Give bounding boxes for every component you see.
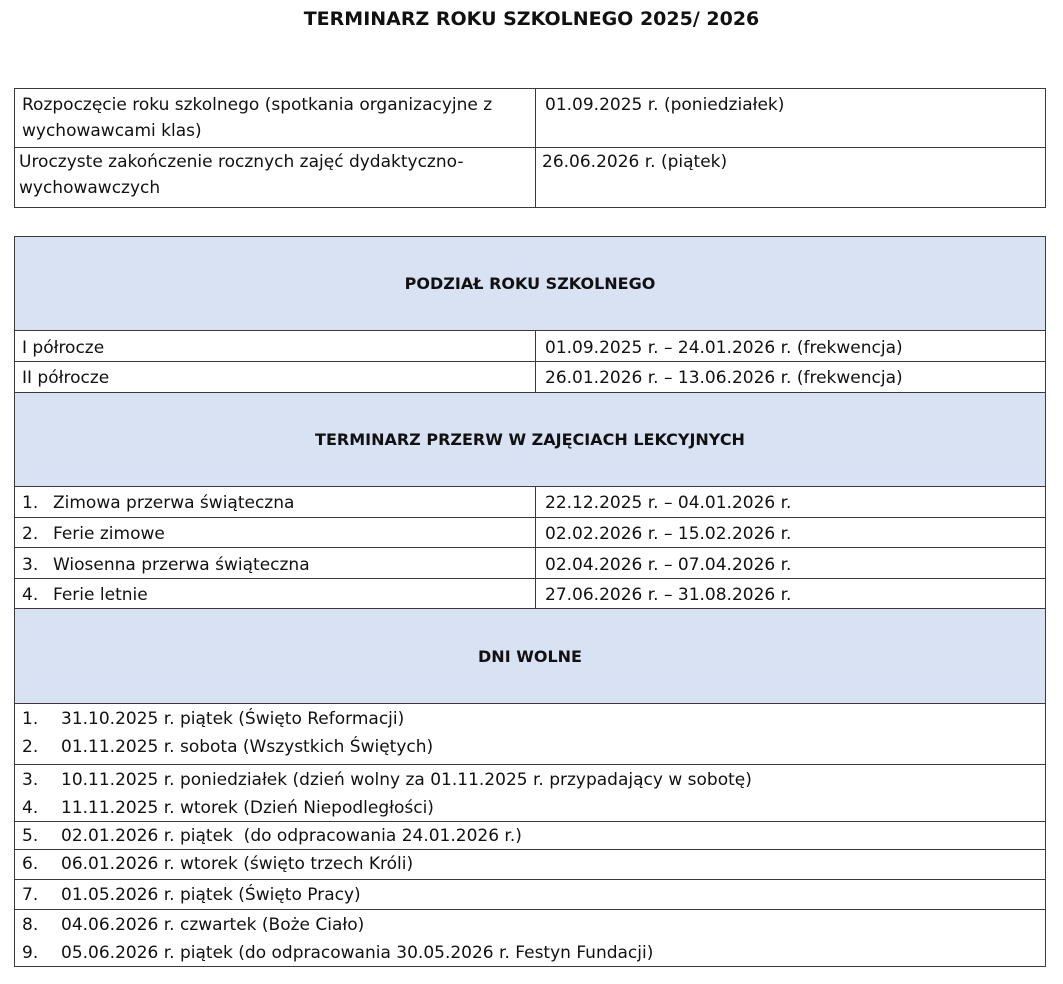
- day-off-item: 4. 11.11.2025 r. wtorek (Dzień Niepodległości): [22, 798, 434, 818]
- semester-2-date: 26.01.2026 r. – 13.06.2026 r. (frekwencja): [545, 368, 903, 388]
- row-divider: [14, 330, 1046, 331]
- row-divider: [14, 879, 1046, 880]
- day-off-item: 6. 06.01.2026 r. wtorek (święto trzech Króli): [22, 854, 414, 874]
- row-divider: [14, 703, 1046, 704]
- day-off-item: 8. 04.06.2026 r. czwartek (Boże Ciało): [22, 915, 365, 935]
- start-of-year-date: 01.09.2025 r. (poniedziałek): [545, 95, 785, 115]
- day-off-item: 5. 02.01.2026 r. piątek (do odpracowania 24.01.2026 r.): [22, 826, 522, 846]
- semester-2-label: II półrocze: [22, 368, 110, 388]
- row-divider: [14, 909, 1046, 910]
- day-off-item: 9. 05.06.2026 r. piątek (do odpracowania 30.05.2026 r. Festyn Fundacji): [22, 943, 654, 963]
- row-divider: [14, 147, 1046, 148]
- break-row-4: 4. Ferie letnie: [22, 585, 148, 605]
- break-row-2-date: 02.02.2026 r. – 15.02.2026 r.: [545, 524, 792, 544]
- day-off-item: 2. 01.11.2025 r. sobota (Wszystkich Świętych): [22, 737, 434, 757]
- section-heading-przerwy: TERMINARZ PRZERW W ZAJĘCIACH LEKCYJNYCH: [15, 393, 1045, 486]
- end-of-classes-label: Uroczyste zakończenie rocznych zajęć dydaktyczno- wychowawczych: [19, 152, 464, 198]
- break-row-1: 1. Zimowa przerwa świąteczna: [22, 493, 295, 513]
- start-of-year-label: Rozpoczęcie roku szkolnego (spotkania organizacyjne z wychowawcami klas): [22, 95, 493, 141]
- semester-1-date: 01.09.2025 r. – 24.01.2026 r. (frekwencja): [545, 338, 903, 358]
- day-off-item: 3. 10.11.2025 r. poniedziałek (dzień wolny za 01.11.2025 r. przypadający w sobotę): [22, 770, 752, 790]
- row-divider: [14, 361, 1046, 362]
- day-off-item: 7. 01.05.2026 r. piątek (Święto Pracy): [22, 885, 361, 905]
- semester-1-label: I półrocze: [22, 338, 105, 358]
- row-divider: [14, 849, 1046, 850]
- row-divider: [14, 578, 1046, 579]
- column-divider: [535, 88, 536, 208]
- break-row-4-date: 27.06.2026 r. – 31.08.2026 r.: [545, 585, 792, 605]
- break-row-1-date: 22.12.2025 r. – 04.01.2026 r.: [545, 493, 792, 513]
- break-row-2: 2. Ferie zimowe: [22, 524, 165, 544]
- break-row-3-date: 02.04.2026 r. – 07.04.2026 r.: [545, 555, 792, 575]
- section-heading-dni-wolne: DNI WOLNE: [15, 609, 1045, 703]
- row-divider: [14, 547, 1046, 548]
- row-divider: [14, 821, 1046, 822]
- column-divider: [535, 487, 536, 609]
- row-divider: [14, 517, 1046, 518]
- row-divider: [14, 486, 1046, 487]
- break-row-3: 3. Wiosenna przerwa świąteczna: [22, 555, 310, 575]
- end-of-classes-date: 26.06.2026 r. (piątek): [542, 152, 728, 172]
- row-divider: [14, 764, 1046, 765]
- page-title: TERMINARZ ROKU SZKOLNEGO 2025/ 2026: [303, 8, 760, 30]
- section-heading-podzial: PODZIAŁ ROKU SZKOLNEGO: [15, 237, 1045, 330]
- day-off-item: 1. 31.10.2025 r. piątek (Święto Reformacji): [22, 709, 405, 729]
